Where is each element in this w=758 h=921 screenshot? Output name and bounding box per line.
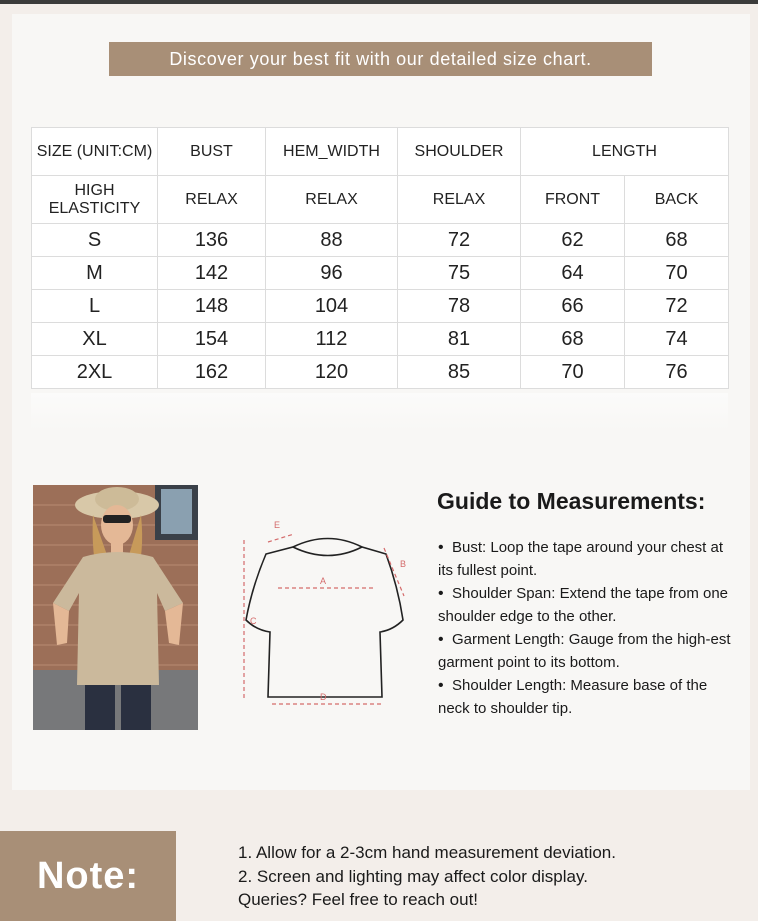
guide-item: • Garment Length: Gauge from the high-est garment point to its bottom. — [438, 628, 738, 674]
note-label: Note: — [0, 831, 176, 921]
cell-back: 68 — [625, 224, 729, 257]
cell-bust: 136 — [158, 224, 266, 257]
cell-back: 70 — [625, 257, 729, 290]
note-line: 1. Allow for a 2-3cm hand measurement deviation. — [238, 843, 616, 862]
cell-hem: 120 — [266, 356, 398, 389]
header-hem-width: HEM_WIDTH — [266, 128, 398, 176]
table-row — [32, 356, 729, 389]
note-line: Queries? Feel free to reach out! — [238, 890, 479, 909]
cell-hem: 104 — [266, 290, 398, 323]
cell-hem: 112 — [266, 323, 398, 356]
cell-bust: 162 — [158, 356, 266, 389]
cell-back: 74 — [625, 323, 729, 356]
header-shoulder: SHOULDER — [398, 128, 521, 176]
table-row — [32, 257, 729, 290]
cell-size: S — [32, 224, 158, 257]
guide-item: • Shoulder Span: Extend the tape from one shoulder edge to the other. — [438, 582, 738, 628]
header-length: LENGTH — [521, 128, 729, 176]
cell-size: XL — [32, 323, 158, 356]
subheader-front: FRONT — [521, 176, 625, 224]
guide-title: Guide to Measurements: — [437, 488, 706, 514]
cell-hem: 96 — [266, 257, 398, 290]
cell-hem: 88 — [266, 224, 398, 257]
cell-front: 68 — [521, 323, 625, 356]
tshirt-outline-icon — [246, 539, 403, 698]
tshirt-measurement-diagram — [238, 512, 416, 712]
label-d: D — [320, 692, 327, 702]
cell-shoulder: 85 — [398, 356, 521, 389]
table-row — [32, 224, 729, 257]
cell-front: 70 — [521, 356, 625, 389]
header-bust: BUST — [158, 128, 266, 176]
guide-list — [438, 536, 738, 720]
table-row — [32, 290, 729, 323]
label-a: A — [320, 576, 327, 586]
size-chart-banner: Discover your best fit with our detailed size chart. — [109, 42, 652, 76]
note-line: 2. Screen and lighting may affect color display. — [238, 866, 588, 886]
cell-shoulder: 81 — [398, 323, 521, 356]
guide-item: • Shoulder Length: Measure base of the neck to shoulder tip. — [438, 674, 738, 720]
table-header-row — [32, 128, 729, 176]
cell-size: M — [32, 257, 158, 290]
cell-shoulder: 78 — [398, 290, 521, 323]
guide-item: • Bust: Loop the tape around your chest at its fullest point. — [438, 536, 738, 582]
table-subheader-row — [32, 176, 729, 224]
cell-bust: 154 — [158, 323, 266, 356]
table-row — [32, 323, 729, 356]
label-c: C — [250, 616, 257, 626]
size-chart-table — [31, 127, 729, 389]
header-size: SIZE (UNIT:CM) — [32, 128, 158, 176]
cell-shoulder: 72 — [398, 224, 521, 257]
cell-bust: 148 — [158, 290, 266, 323]
label-e: E — [274, 520, 281, 530]
cell-back: 76 — [625, 356, 729, 389]
cell-front: 64 — [521, 257, 625, 290]
subheader-shoulder: RELAX — [398, 176, 521, 224]
cell-back: 72 — [625, 290, 729, 323]
cell-size: L — [32, 290, 158, 323]
subheader-hem: RELAX — [266, 176, 398, 224]
subheader-back: BACK — [625, 176, 729, 224]
cell-front: 66 — [521, 290, 625, 323]
note-text — [238, 841, 616, 912]
cell-size: 2XL — [32, 356, 158, 389]
top-border — [0, 0, 758, 4]
cell-shoulder: 75 — [398, 257, 521, 290]
table-shadow — [31, 393, 728, 431]
cell-bust: 142 — [158, 257, 266, 290]
subheader-elasticity: HIGH ELASTICITY — [32, 176, 158, 224]
label-b: B — [400, 559, 407, 569]
subheader-bust: RELAX — [158, 176, 266, 224]
cell-front: 62 — [521, 224, 625, 257]
model-photo — [33, 485, 198, 730]
